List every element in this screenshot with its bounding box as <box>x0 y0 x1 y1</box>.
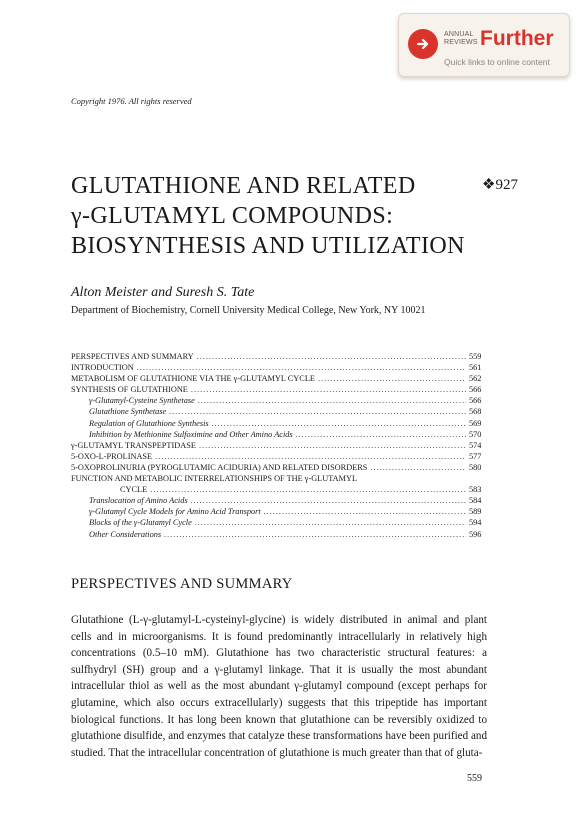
toc-item: 5-OXO-L-PROLINASE ..... 577 <box>71 451 487 462</box>
toc-item-continuation: CYCLE ..... 583 <box>71 484 487 495</box>
toc-subitem: Glutathione Synthetase ..... 568 <box>71 406 487 417</box>
article-title <box>71 171 465 261</box>
title-line: BIOSYNTHESIS AND UTILIZATION <box>71 233 465 259</box>
toc-subitem: Regulation of Glutathione Synthesis ..... 569 <box>71 418 487 429</box>
toc-item: METABOLISM OF GLUTATHIONE VIA THE γ-GLUTAMYL CYCLE ..... 562 <box>71 373 487 384</box>
annual-reviews-logo-icon <box>408 29 438 59</box>
toc-item: SYNTHESIS OF GLUTATHIONE ..... 566 <box>71 384 487 395</box>
further-badge[interactable] <box>398 13 570 77</box>
authors: Alton Meister and Suresh S. Tate <box>71 285 255 300</box>
toc-item: PERSPECTIVES AND SUMMARY ..... 559 <box>71 351 487 362</box>
title-line: γ-GLUTAMYL COMPOUNDS: <box>71 203 394 229</box>
table-of-contents <box>71 351 487 540</box>
affiliation: Department of Biochemistry, Cornell University Medical College, New York, NY 10021 <box>71 305 426 316</box>
toc-item: INTRODUCTION ..... 561 <box>71 362 487 373</box>
page-number: 559 <box>467 773 482 784</box>
reference-number: ❖927 <box>482 177 518 193</box>
toc-subitem: Other Considerations ..... 596 <box>71 529 487 540</box>
toc-item: 5-OXOPROLINURIA (PYROGLUTAMIC ACIDURIA) AND RELATED DISORDERS ..... 580 <box>71 462 487 473</box>
further-subtitle: Quick links to online content <box>444 57 550 67</box>
title-line: GLUTATHIONE AND RELATED <box>71 173 416 199</box>
publisher-name: ANNUAL REVIEWS <box>444 31 478 46</box>
toc-subitem: Translocation of Amino Acids ..... 584 <box>71 495 487 506</box>
toc-subitem: γ-Glutamyl-Cysteine Synthetase ..... 566 <box>71 395 487 406</box>
copyright-notice: Copyright 1976. All rights reserved <box>71 96 192 106</box>
toc-subitem: Inhibition by Methionine Sulfoximine and Other Amino Acids ..... 570 <box>71 429 487 440</box>
toc-subitem: γ-Glutamyl Cycle Models for Amino Acid Transport ..... 589 <box>71 506 487 517</box>
toc-subitem: Blocks of the γ-Glutamyl Cycle ..... 594 <box>71 517 487 528</box>
further-brand: Further <box>480 27 554 50</box>
section-heading: PERSPECTIVES AND SUMMARY <box>71 576 293 592</box>
body-paragraph: Glutathione (L-γ-glutamyl-L-cysteinyl-glycine) is widely distributed in animal and plant cells and in microorganisms. It is found predominantly intracellularly in relatively high concentrations (0.5–10 mM). Glutathione has two characteristic structural features: a sulfhydryl (SH) group and a γ-glutamyl linkage. That it is usually the most abundant intracellular thiol as well as the most abundant γ-glutamyl compound (except perhaps for glutamine, which also occurs extracellularly) suggests that this tripeptide has important biological functions. It has long been known that glutathione can be reversibly oxidized to glutathione disulfide, and enzymes that catalyze these transformations have been purified and studied. That the intracellular concentration of glutathione is much greater than that of gluta- <box>71 614 487 759</box>
toc-item: FUNCTION AND METABOLIC INTERRELATIONSHIPS OF THE γ-GLUTAMYL <box>71 474 358 484</box>
toc-item: γ-GLUTAMYL TRANSPEPTIDASE ..... 574 <box>71 440 487 451</box>
